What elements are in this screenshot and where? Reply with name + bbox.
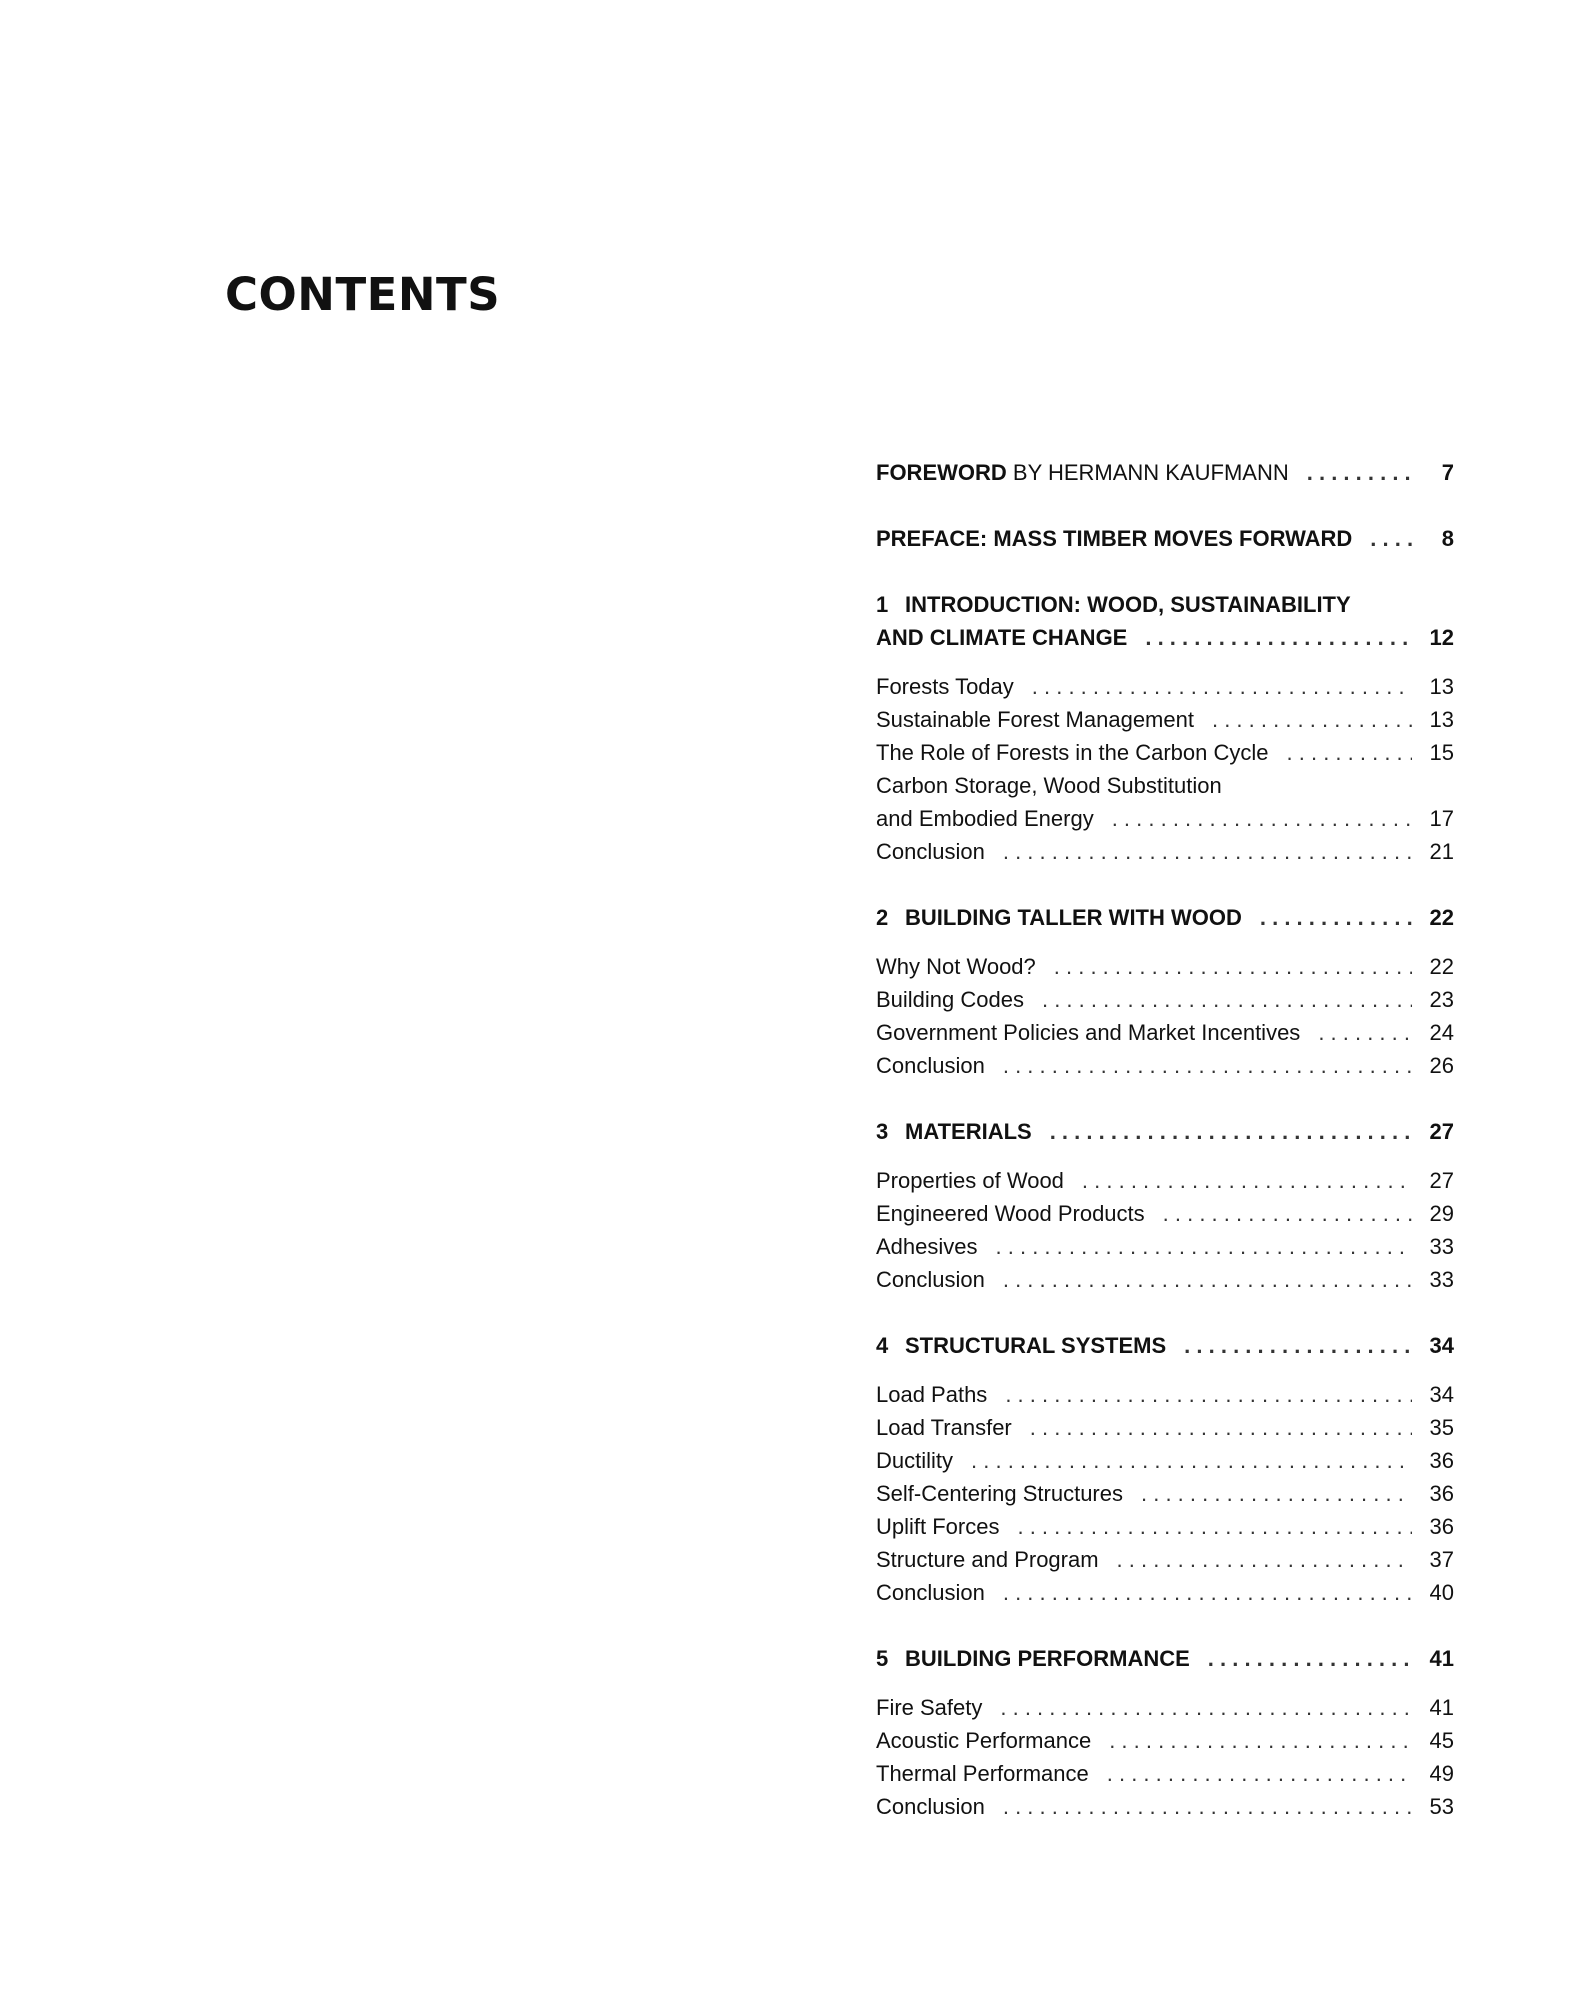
page-number: 27	[1429, 1168, 1454, 1193]
toc-entry-section[interactable]	[876, 1790, 1454, 1823]
page-number: 24	[1429, 1020, 1454, 1045]
toc-entry-section[interactable]	[876, 736, 1454, 769]
toc-entry-section[interactable]	[876, 950, 1454, 983]
toc-entry-chapter[interactable]	[876, 901, 1454, 934]
page-number: 36	[1429, 1448, 1454, 1473]
dot-leader	[1107, 1757, 1412, 1790]
chapter-number: 2	[876, 905, 889, 930]
toc-entry-section[interactable]	[876, 1197, 1454, 1230]
chapter-title: MATERIALS	[905, 1119, 1032, 1144]
page-number: 33	[1429, 1234, 1454, 1259]
toc-entry-section[interactable]	[876, 1230, 1454, 1263]
page-number: 13	[1429, 707, 1454, 732]
toc-entry-section[interactable]	[876, 1757, 1454, 1790]
chapter-title: STRUCTURAL SYSTEMS	[905, 1333, 1167, 1358]
section-title: Engineered Wood Products	[876, 1201, 1145, 1226]
page-number: 41	[1429, 1646, 1454, 1671]
toc-entry-section[interactable]	[876, 1378, 1454, 1411]
section-title: The Role of Forests in the Carbon Cycle	[876, 740, 1269, 765]
section-title: Acoustic Performance	[876, 1728, 1092, 1753]
dot-leader	[1000, 1691, 1412, 1724]
page-number: 41	[1429, 1695, 1454, 1720]
section-title: Thermal Performance	[876, 1761, 1089, 1786]
page-number: 22	[1429, 905, 1454, 930]
section-title: Why Not Wood?	[876, 954, 1036, 979]
chapter-number: 5	[876, 1646, 889, 1671]
dot-leader	[1145, 621, 1412, 654]
dot-leader	[1163, 1197, 1412, 1230]
toc-entry-section[interactable]	[876, 1263, 1454, 1296]
toc-entry-section[interactable]	[876, 1691, 1454, 1724]
toc-entry-section[interactable]	[876, 983, 1454, 1016]
page-number: 36	[1429, 1514, 1454, 1539]
section-title: Fire Safety	[876, 1695, 983, 1720]
dot-leader	[1184, 1329, 1412, 1362]
page-number: 53	[1429, 1794, 1454, 1819]
toc-entry-section[interactable]	[876, 1576, 1454, 1609]
dot-leader	[1003, 1263, 1412, 1296]
page-number: 23	[1429, 987, 1454, 1012]
toc-entry-section[interactable]	[876, 1049, 1454, 1082]
dot-leader	[1117, 1543, 1412, 1576]
toc-entry-chapter[interactable]	[876, 1329, 1454, 1362]
section-title: Conclusion	[876, 1267, 985, 1292]
toc-entry-section[interactable]	[876, 802, 1454, 835]
page-number: 12	[1429, 625, 1454, 650]
page-number: 27	[1429, 1119, 1454, 1144]
page-number: 33	[1429, 1267, 1454, 1292]
section-title: Sustainable Forest Management	[876, 707, 1194, 732]
chapter-title: INTRODUCTION: WOOD, SUSTAINABILITY	[905, 592, 1351, 617]
dot-leader	[1042, 983, 1412, 1016]
chapter-number: 1	[876, 592, 889, 617]
section-title-line[interactable]: Carbon Storage, Wood Substitution	[876, 773, 1222, 798]
page-number: 34	[1429, 1382, 1454, 1407]
chapter-number: 3	[876, 1119, 889, 1144]
toc-entry-section[interactable]	[876, 1164, 1454, 1197]
dot-leader	[1003, 1576, 1412, 1609]
chapter-title: BUILDING PERFORMANCE	[905, 1646, 1190, 1671]
section-title: Load Transfer	[876, 1415, 1012, 1440]
toc-entry-section[interactable]	[876, 1510, 1454, 1543]
dot-leader	[1003, 835, 1412, 868]
section-title: Conclusion	[876, 1053, 985, 1078]
section-title: Self-Centering Structures	[876, 1481, 1123, 1506]
page-number: 49	[1429, 1761, 1454, 1786]
dot-leader	[1109, 1724, 1412, 1757]
section-title: Building Codes	[876, 987, 1024, 1012]
dot-leader	[1287, 736, 1412, 769]
section-title: Conclusion	[876, 1580, 985, 1605]
section-title: Adhesives	[876, 1234, 978, 1259]
dot-leader	[1005, 1378, 1412, 1411]
toc-entry-section[interactable]	[876, 1411, 1454, 1444]
toc-entry-chapter[interactable]	[876, 621, 1454, 654]
section-title: Ductility	[876, 1448, 954, 1473]
page-number: 15	[1429, 740, 1454, 765]
page-number: 13	[1429, 674, 1454, 699]
page-number: 26	[1429, 1053, 1454, 1078]
page-number: 29	[1429, 1201, 1454, 1226]
toc-entry-section[interactable]	[876, 1477, 1454, 1510]
dot-leader	[1212, 703, 1412, 736]
toc-entry-section[interactable]	[876, 835, 1454, 868]
section-title: Government Policies and Market Incentives	[876, 1020, 1301, 1045]
foreword-author: BY HERMANN KAUFMANN	[1012, 460, 1289, 485]
toc-entry-chapter[interactable]	[876, 1115, 1454, 1148]
toc-entry-section[interactable]	[876, 1444, 1454, 1477]
page-title: CONTENTS	[225, 268, 501, 321]
section-title: Conclusion	[876, 839, 985, 864]
table-of-contents	[876, 456, 1454, 1823]
dot-leader	[1003, 1049, 1412, 1082]
toc-entry-section[interactable]	[876, 1016, 1454, 1049]
page-number: 22	[1429, 954, 1454, 979]
section-title: Load Paths	[876, 1382, 988, 1407]
page-number: 37	[1429, 1547, 1454, 1572]
toc-entry-preface[interactable]	[876, 522, 1454, 555]
dot-leader	[1003, 1790, 1412, 1823]
dot-leader	[1112, 802, 1412, 835]
section-title: Properties of Wood	[876, 1168, 1064, 1193]
dot-leader	[1030, 1411, 1412, 1444]
dot-leader	[971, 1444, 1412, 1477]
page-number: 17	[1429, 806, 1454, 831]
dot-leader	[1370, 522, 1412, 555]
toc-entry-section[interactable]	[876, 670, 1454, 703]
section-title: Conclusion	[876, 1794, 985, 1819]
page-number: 45	[1429, 1728, 1454, 1753]
section-title: and Embodied Energy	[876, 806, 1094, 831]
dot-leader	[1017, 1510, 1412, 1543]
toc-entry-chapter[interactable]	[876, 1642, 1454, 1675]
toc-entry-section[interactable]	[876, 703, 1454, 736]
dot-leader	[1318, 1016, 1412, 1049]
chapter-number: 4	[876, 1333, 889, 1358]
toc-entry-section[interactable]	[876, 1543, 1454, 1576]
preface-label: PREFACE: MASS TIMBER MOVES FORWARD	[876, 526, 1353, 551]
foreword-label: FOREWORD	[876, 460, 1007, 485]
toc-entry-foreword[interactable]	[876, 456, 1454, 489]
dot-leader	[1260, 901, 1412, 934]
dot-leader	[1141, 1477, 1412, 1510]
section-title: Uplift Forces	[876, 1514, 1000, 1539]
dot-leader	[1082, 1164, 1412, 1197]
page-number: 8	[1441, 526, 1454, 551]
section-title: Forests Today	[876, 674, 1014, 699]
page-number: 36	[1429, 1481, 1454, 1506]
dot-leader	[1307, 456, 1412, 489]
toc-entry-section[interactable]	[876, 1724, 1454, 1757]
dot-leader	[1032, 670, 1412, 703]
page-number: 40	[1429, 1580, 1454, 1605]
page-number: 34	[1429, 1333, 1454, 1358]
dot-leader	[996, 1230, 1412, 1263]
section-title: Structure and Program	[876, 1547, 1099, 1572]
page-number: 7	[1441, 460, 1454, 485]
page-number: 35	[1429, 1415, 1454, 1440]
chapter-title: BUILDING TALLER WITH WOOD	[905, 905, 1242, 930]
dot-leader	[1208, 1642, 1412, 1675]
dot-leader	[1054, 950, 1412, 983]
chapter-heading-line[interactable]	[876, 588, 1454, 621]
page-number: 21	[1429, 839, 1454, 864]
dot-leader	[1050, 1115, 1412, 1148]
chapter-title: AND CLIMATE CHANGE	[876, 625, 1128, 650]
